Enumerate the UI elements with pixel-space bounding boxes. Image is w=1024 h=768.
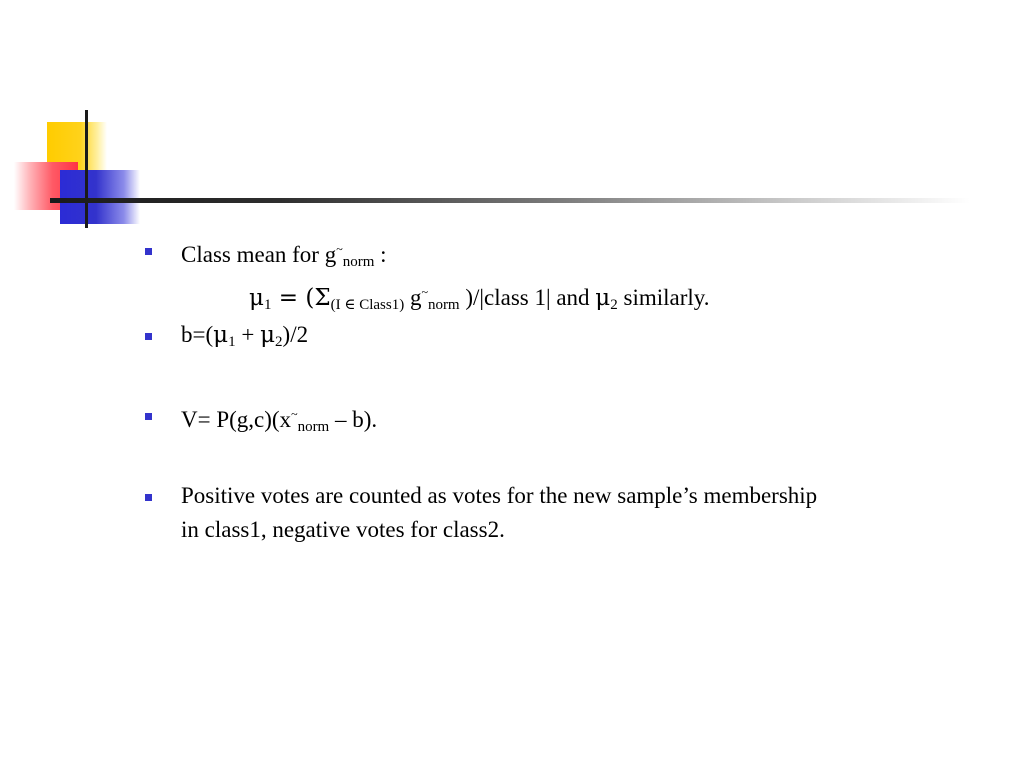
blue-square-decoration xyxy=(60,170,140,224)
text: b=( xyxy=(181,322,214,347)
bullet-votes-line1: Positive votes are counted as votes for the new sample’s membership xyxy=(181,483,818,508)
bullet-marker xyxy=(145,248,152,255)
text: similarly. xyxy=(617,285,710,310)
mu-symbol: μ xyxy=(249,285,264,311)
bullet-marker xyxy=(145,333,152,340)
mu-symbol: μ xyxy=(595,285,611,311)
mu-symbol: μ xyxy=(213,322,229,348)
text: )/|class 1| and xyxy=(459,285,596,310)
bullet-marker xyxy=(145,494,152,501)
mean-formula xyxy=(249,279,710,319)
text: Class mean for g xyxy=(181,242,337,267)
tilde: ~ xyxy=(421,285,428,299)
subscript: norm xyxy=(427,297,460,313)
text: )/2 xyxy=(282,322,309,347)
vertical-rule xyxy=(85,110,88,228)
text: g xyxy=(404,285,422,310)
sum-symbol: = (Σ xyxy=(271,285,331,311)
bullet-marker xyxy=(145,413,152,420)
bullet-class-mean xyxy=(181,236,387,276)
title-underline-rule xyxy=(50,198,970,203)
subscript: norm xyxy=(297,419,330,435)
subscript: 2 xyxy=(275,334,283,350)
text: + xyxy=(235,322,261,347)
text: : xyxy=(374,242,387,267)
text: – b). xyxy=(329,407,378,432)
tilde: ~ xyxy=(336,242,343,256)
bullet-b-formula xyxy=(181,321,308,356)
bullet-votes-line2: in class1, negative votes for class2. xyxy=(181,517,505,542)
subscript: 1 xyxy=(228,334,236,350)
subscript: 2 xyxy=(610,297,618,313)
subscript: 1 xyxy=(263,297,272,313)
mu-symbol: μ xyxy=(260,322,276,348)
tilde: ~ xyxy=(291,407,298,421)
text: V= P(g,c)(x xyxy=(181,407,292,432)
subscript: norm xyxy=(342,254,375,270)
sum-range: (I ∈ Class1) xyxy=(330,297,405,313)
bullet-v-formula xyxy=(181,401,377,441)
